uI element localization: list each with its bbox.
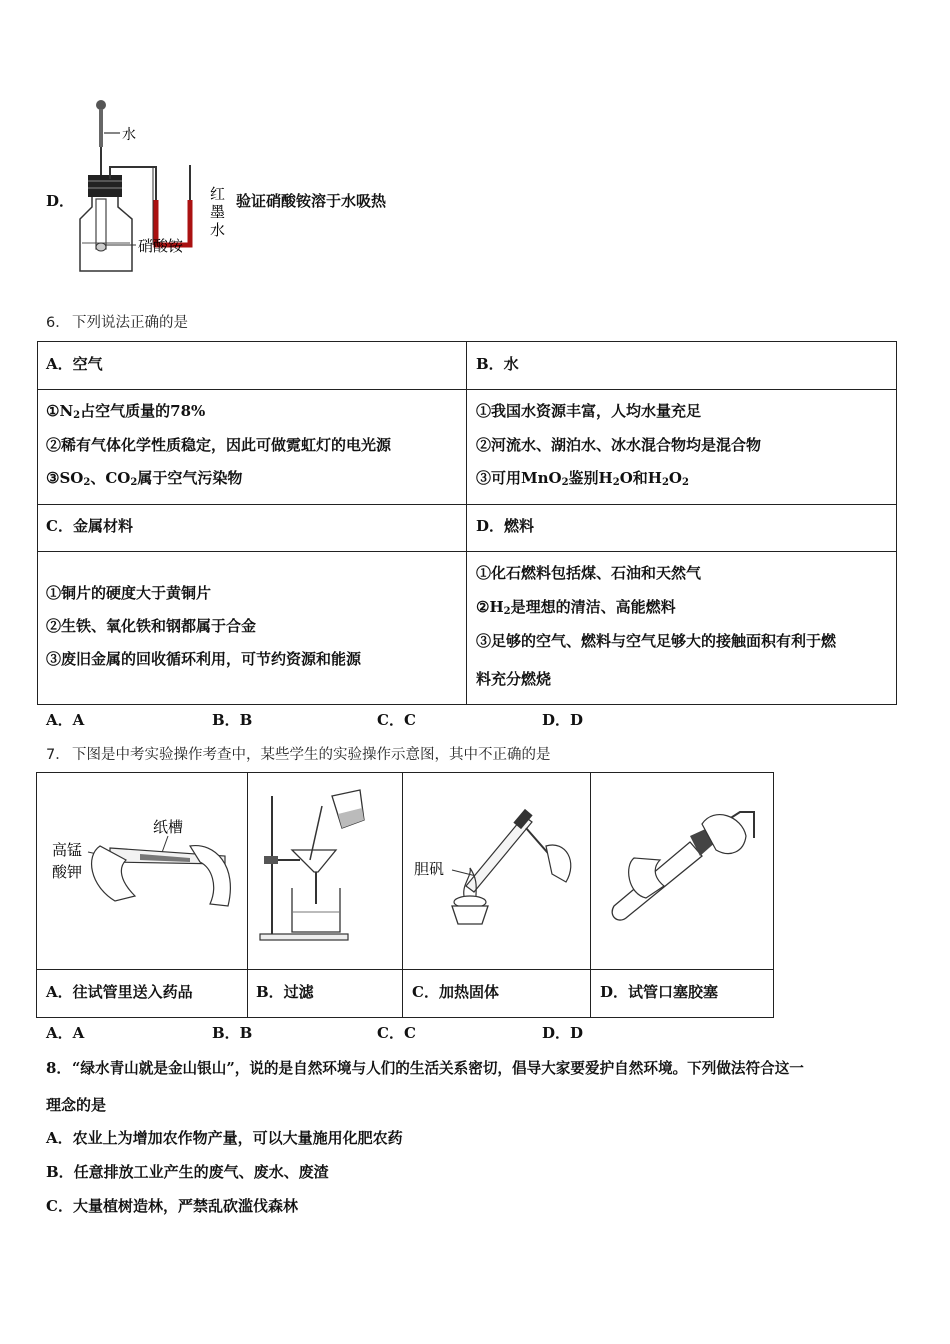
q6-stem: 下列说法正确的是 bbox=[72, 315, 188, 331]
q6-a-item-3: $③SO_2$、$CO_2$属于空气污染物 bbox=[46, 469, 243, 488]
q7-caption-a: A．往试管里送入药品 bbox=[46, 983, 193, 1001]
label-water: 水 bbox=[210, 221, 226, 239]
q6-cell-b-header: B．水 bbox=[476, 355, 519, 373]
figure-a-test-tube-loading bbox=[40, 776, 244, 966]
q6-a-item-1: $①N_2$占空气质量的78% bbox=[46, 402, 206, 421]
q7-choice-a[interactable]: A．A bbox=[46, 1024, 85, 1042]
q6-d-item-2: $②H_2$是理想的清洁、高能燃料 bbox=[476, 598, 676, 617]
label-red: 红 bbox=[210, 185, 226, 203]
q8-number: 8． bbox=[46, 1059, 72, 1077]
q6-choice-a[interactable]: A．A bbox=[46, 711, 85, 729]
q6-cell-a-header: A．空气 bbox=[46, 355, 103, 373]
q6-cell-c-header: C．金属材料 bbox=[46, 517, 133, 535]
q6-choice-b[interactable]: B．B bbox=[212, 711, 253, 729]
label-water-top: 水 bbox=[122, 127, 136, 143]
q6-a-item-2: ②稀有气体化学性质稳定，因此可做霓虹灯的电光源 bbox=[46, 436, 392, 454]
q6-number: 6． bbox=[46, 315, 70, 331]
q7-choice-c[interactable]: C．C bbox=[377, 1024, 416, 1042]
q6-choice-c[interactable]: C．C bbox=[377, 711, 416, 729]
q7-choice-b[interactable]: B．B bbox=[212, 1024, 253, 1042]
q6-choice-d[interactable]: D．D bbox=[542, 711, 584, 729]
label-ink: 墨 bbox=[210, 203, 226, 221]
q5-option-d-label: D． bbox=[46, 192, 75, 210]
q8-option-b[interactable]: B．任意排放工业产生的废气、废水、废渣 bbox=[46, 1163, 329, 1181]
q8-stem-line1: “绿水青山就是金山银山”，说的是自然环境与人们的生活关系密切，倡导大家要爱护自然环境。下列做法符合这一 bbox=[72, 1060, 804, 1077]
q6-c-item-2: ②生铁、氧化铁和钢都属于合金 bbox=[46, 617, 257, 635]
q6-d-item-3-cont: 料充分燃烧 bbox=[476, 670, 552, 688]
q8-stem-line2: 理念的是 bbox=[46, 1096, 107, 1114]
q8-option-c[interactable]: C．大量植树造林，严禁乱砍滥伐森林 bbox=[46, 1197, 298, 1215]
q6-c-item-1: ①铜片的硬度大于黄铜片 bbox=[46, 584, 212, 602]
q7-choice-d[interactable]: D．D bbox=[542, 1024, 584, 1042]
hand-holding-clamp-icon bbox=[546, 845, 571, 882]
label-ammonium-nitrate: 硝酸铵 bbox=[138, 237, 184, 255]
q7-caption-c: C．加热固体 bbox=[412, 983, 499, 1001]
q7-number: 7． bbox=[46, 747, 70, 763]
label-copper-sulfate: 胆矾 bbox=[414, 860, 445, 878]
q6-c-item-3: ③废旧金属的回收循环利用，可节约资源和能源 bbox=[46, 650, 362, 668]
label-paper-trough: 纸槽 bbox=[153, 818, 184, 836]
q6-b-item-2: ②河流水、湖泊水、冰水混合物均是混合物 bbox=[476, 436, 762, 454]
q5-option-d-caption: 验证硝酸铵溶于水吸热 bbox=[236, 192, 387, 210]
label-kmno4-line1: 高锰 bbox=[52, 841, 83, 859]
q7-caption-b: B．过滤 bbox=[256, 983, 314, 1001]
label-kmno4-line2: 酸钾 bbox=[52, 863, 83, 881]
stopper-icon bbox=[88, 175, 122, 197]
q6-b-item-1: ①我国水资源丰富，人均水量充足 bbox=[476, 402, 702, 420]
figure-d-stopper-insertion bbox=[594, 776, 770, 966]
figure-c-heating-solid bbox=[406, 776, 586, 966]
dropper-bulb-icon bbox=[96, 100, 106, 110]
ammonium-nitrate-apparatus bbox=[70, 95, 240, 280]
q7-caption-d: D．试管口塞胶塞 bbox=[600, 983, 719, 1001]
figure-b-filtration bbox=[252, 776, 398, 966]
q6-b-item-3: ③可用MnO$_2$鉴别$H_2O$和$H_2O_2$ bbox=[476, 469, 689, 488]
alcohol-lamp-icon bbox=[452, 906, 488, 924]
q7-stem: 下图是中考实验操作考查中，某些学生的实验操作示意图，其中不正确的是 bbox=[72, 747, 551, 763]
q6-d-item-3: ③足够的空气、燃料与空气足够大的接触面积有利于燃 bbox=[476, 632, 837, 650]
q6-d-item-1: ①化石燃料包括煤、石油和天然气 bbox=[476, 564, 702, 582]
q8-option-a[interactable]: A．农业上为增加农作物产量，可以大量施用化肥农药 bbox=[46, 1129, 403, 1147]
q6-cell-d-header: D．燃料 bbox=[476, 517, 535, 535]
right-hand-icon bbox=[190, 846, 230, 906]
